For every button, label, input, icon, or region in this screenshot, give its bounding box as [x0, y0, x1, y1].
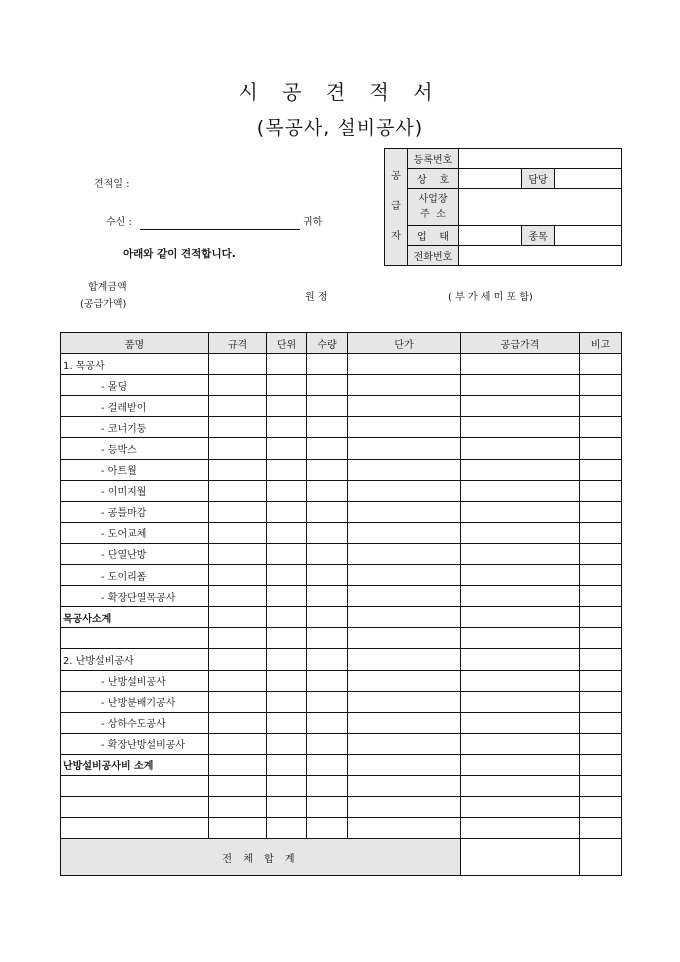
- item-name-cell: [61, 818, 209, 839]
- table-row: [61, 543, 622, 564]
- item-qty-cell[interactable]: [307, 733, 348, 754]
- vat-note: ( 부 가 세 미 포 함): [448, 292, 533, 303]
- item-unit-cell[interactable]: [267, 733, 307, 754]
- quote-date-label: 견적일 :: [94, 179, 130, 190]
- item-remarks-cell[interactable]: [580, 670, 622, 691]
- item-supply-price-cell[interactable]: [461, 565, 580, 586]
- item-supply-price-cell[interactable]: [461, 396, 580, 417]
- address-label-line2: 주 소: [420, 209, 446, 220]
- table-row: [61, 480, 622, 501]
- item-spec-cell[interactable]: [209, 649, 267, 670]
- item-qty-cell[interactable]: [307, 818, 348, 839]
- item-qty-cell[interactable]: [307, 417, 348, 438]
- table-row: [61, 691, 622, 712]
- item-unit-cell[interactable]: [267, 628, 307, 649]
- item-unit-price-cell[interactable]: [348, 670, 461, 691]
- item-spec-cell[interactable]: [209, 375, 267, 396]
- table-row: [61, 417, 622, 438]
- col-header-name: 품명: [61, 333, 209, 354]
- item-name-cell: 난방설비공사비 소계: [61, 754, 209, 775]
- item-spec-cell[interactable]: [209, 459, 267, 480]
- item-unit-price-cell[interactable]: [348, 543, 461, 564]
- item-name-cell: 목공사소계: [61, 607, 209, 628]
- item-qty-cell[interactable]: [307, 522, 348, 543]
- address-label-line1: 사업장: [418, 194, 448, 205]
- col-header-qty: 수량: [307, 333, 348, 354]
- item-spec-cell[interactable]: [209, 354, 267, 375]
- item-name-cell: - 도어교체: [61, 522, 209, 543]
- item-remarks-cell[interactable]: [580, 649, 622, 670]
- item-unit-cell[interactable]: [267, 797, 307, 818]
- item-supply-price-cell[interactable]: [461, 586, 580, 607]
- item-spec-cell[interactable]: [209, 818, 267, 839]
- item-unit-price-cell[interactable]: [348, 522, 461, 543]
- total-label-line2: (공급가액): [80, 299, 127, 310]
- item-unit-price-cell[interactable]: [348, 480, 461, 501]
- item-qty-cell[interactable]: [307, 438, 348, 459]
- table-row: [61, 712, 622, 733]
- item-remarks-cell[interactable]: [580, 565, 622, 586]
- item-unit-price-cell[interactable]: [348, 459, 461, 480]
- item-unit-price-cell[interactable]: [348, 417, 461, 438]
- item-unit-cell[interactable]: [267, 543, 307, 564]
- col-header-supply-price: 공급가격: [461, 333, 580, 354]
- item-unit-price-cell[interactable]: [348, 396, 461, 417]
- item-qty-cell[interactable]: [307, 586, 348, 607]
- item-supply-price-cell[interactable]: [461, 797, 580, 818]
- total-unit: 원 정: [305, 292, 328, 303]
- table-row: [61, 607, 622, 628]
- item-unit-cell[interactable]: [267, 480, 307, 501]
- item-qty-cell[interactable]: [307, 670, 348, 691]
- company-value[interactable]: [459, 169, 522, 189]
- table-row: [61, 565, 622, 586]
- item-name-cell: - 걸레받이: [61, 396, 209, 417]
- item-qty-cell[interactable]: [307, 543, 348, 564]
- total-label-line1: 합계금액: [88, 282, 127, 293]
- item-unit-cell[interactable]: [267, 754, 307, 775]
- item-supply-price-cell[interactable]: [461, 775, 580, 796]
- item-unit-cell[interactable]: [267, 775, 307, 796]
- item-unit-cell[interactable]: [267, 417, 307, 438]
- item-name-cell: 2. 난방설비공사: [61, 649, 209, 670]
- item-remarks-cell[interactable]: [580, 775, 622, 796]
- manager-label: 담당: [522, 169, 555, 189]
- item-remarks-cell[interactable]: [580, 733, 622, 754]
- item-name-cell: - 확장단열목공사: [61, 586, 209, 607]
- item-unit-price-cell[interactable]: [348, 607, 461, 628]
- item-name-cell: - 확장난방설비공사: [61, 733, 209, 754]
- item-unit-cell[interactable]: [267, 396, 307, 417]
- table-row: [61, 649, 622, 670]
- item-supply-price-cell[interactable]: [461, 522, 580, 543]
- reg-no-value[interactable]: [459, 149, 622, 169]
- table-row: [61, 522, 622, 543]
- grand-total-value[interactable]: [461, 839, 580, 876]
- recipient-suffix: 귀하: [303, 217, 323, 228]
- item-remarks-cell[interactable]: [580, 375, 622, 396]
- table-row: [61, 733, 622, 754]
- item-spec-cell[interactable]: [209, 543, 267, 564]
- item-unit-cell[interactable]: [267, 586, 307, 607]
- item-supply-price-cell[interactable]: [461, 670, 580, 691]
- item-unit-cell[interactable]: [267, 712, 307, 733]
- item-unit-price-cell[interactable]: [348, 438, 461, 459]
- item-remarks-cell[interactable]: [580, 754, 622, 775]
- table-row: [61, 396, 622, 417]
- item-spec-cell[interactable]: [209, 480, 267, 501]
- item-unit-cell[interactable]: [267, 459, 307, 480]
- item-unit-price-cell[interactable]: [348, 628, 461, 649]
- item-qty-cell[interactable]: [307, 797, 348, 818]
- item-spec-cell[interactable]: [209, 733, 267, 754]
- item-unit-cell[interactable]: [267, 670, 307, 691]
- phone-label: 전화번호: [408, 246, 459, 266]
- item-spec-cell[interactable]: [209, 438, 267, 459]
- item-name-cell: - 난방분배기공사: [61, 691, 209, 712]
- item-remarks-cell[interactable]: [580, 797, 622, 818]
- category-label: 종목: [522, 226, 555, 246]
- item-spec-cell[interactable]: [209, 501, 267, 522]
- item-qty-cell[interactable]: [307, 354, 348, 375]
- item-remarks-cell[interactable]: [580, 607, 622, 628]
- item-qty-cell[interactable]: [307, 712, 348, 733]
- item-unit-price-cell[interactable]: [348, 818, 461, 839]
- manager-value[interactable]: [555, 169, 622, 189]
- item-spec-cell[interactable]: [209, 417, 267, 438]
- document-title: 시 공 견 적 서: [238, 80, 442, 104]
- item-qty-cell[interactable]: [307, 480, 348, 501]
- grand-total-row: [61, 839, 622, 876]
- item-unit-price-cell[interactable]: [348, 733, 461, 754]
- item-name-cell: - 이미지월: [61, 480, 209, 501]
- item-name-cell: [61, 628, 209, 649]
- company-label: 상 호: [408, 169, 459, 189]
- item-remarks-cell[interactable]: [580, 480, 622, 501]
- item-remarks-cell[interactable]: [580, 438, 622, 459]
- supplier-info-table: [384, 148, 622, 266]
- item-unit-cell[interactable]: [267, 438, 307, 459]
- business-type-value[interactable]: [459, 226, 522, 246]
- item-remarks-cell[interactable]: [580, 354, 622, 375]
- recipient-name-line[interactable]: [140, 229, 300, 230]
- item-name-cell: - 단열난방: [61, 543, 209, 564]
- col-header-remarks: 비고: [580, 333, 622, 354]
- item-unit-price-cell[interactable]: [348, 354, 461, 375]
- address-label: [408, 189, 459, 226]
- item-remarks-cell[interactable]: [580, 628, 622, 649]
- item-spec-cell[interactable]: [209, 522, 267, 543]
- item-supply-price-cell[interactable]: [461, 480, 580, 501]
- item-qty-cell[interactable]: [307, 607, 348, 628]
- table-row: [61, 354, 622, 375]
- reg-no-label: 등록번호: [408, 149, 459, 169]
- item-supply-price-cell[interactable]: [461, 417, 580, 438]
- col-header-unit: 단위: [267, 333, 307, 354]
- item-unit-price-cell[interactable]: [348, 501, 461, 522]
- item-name-cell: - 아트월: [61, 459, 209, 480]
- item-remarks-cell[interactable]: [580, 501, 622, 522]
- recipient-label: 수신 :: [106, 217, 132, 228]
- item-unit-price-cell[interactable]: [348, 375, 461, 396]
- item-name-cell: - 도이리폼: [61, 565, 209, 586]
- greeting-text: 아래와 같이 견적합니다.: [123, 248, 236, 260]
- item-unit-cell[interactable]: [267, 354, 307, 375]
- table-row: [61, 586, 622, 607]
- item-supply-price-cell[interactable]: [461, 354, 580, 375]
- item-spec-cell[interactable]: [209, 754, 267, 775]
- table-header-row: [61, 333, 622, 354]
- item-qty-cell[interactable]: [307, 754, 348, 775]
- table-row: [61, 501, 622, 522]
- item-qty-cell[interactable]: [307, 628, 348, 649]
- item-remarks-cell[interactable]: [580, 459, 622, 480]
- item-spec-cell[interactable]: [209, 565, 267, 586]
- item-qty-cell[interactable]: [307, 375, 348, 396]
- item-supply-price-cell[interactable]: [461, 628, 580, 649]
- item-unit-price-cell[interactable]: [348, 754, 461, 775]
- table-row: [61, 375, 622, 396]
- item-unit-price-cell[interactable]: [348, 649, 461, 670]
- grand-total-label: 전 체 합 계: [61, 839, 461, 876]
- estimate-items-table: [60, 332, 622, 876]
- item-supply-price-cell[interactable]: [461, 501, 580, 522]
- table-row: [61, 459, 622, 480]
- item-supply-price-cell[interactable]: [461, 543, 580, 564]
- item-unit-price-cell[interactable]: [348, 565, 461, 586]
- item-unit-price-cell[interactable]: [348, 691, 461, 712]
- document-subtitle: (목공사, 설비공사): [256, 117, 424, 139]
- item-qty-cell[interactable]: [307, 396, 348, 417]
- table-row: [61, 628, 622, 649]
- item-unit-price-cell[interactable]: [348, 586, 461, 607]
- item-supply-price-cell[interactable]: [461, 375, 580, 396]
- business-type-label: 업 태: [408, 226, 459, 246]
- item-spec-cell[interactable]: [209, 691, 267, 712]
- item-spec-cell[interactable]: [209, 712, 267, 733]
- item-name-cell: - 몰딩: [61, 375, 209, 396]
- item-supply-price-cell[interactable]: [461, 459, 580, 480]
- item-remarks-cell[interactable]: [580, 522, 622, 543]
- table-row: [61, 818, 622, 839]
- item-supply-price-cell[interactable]: [461, 691, 580, 712]
- item-qty-cell[interactable]: [307, 501, 348, 522]
- item-name-cell: - 상하수도공사: [61, 712, 209, 733]
- item-supply-price-cell[interactable]: [461, 818, 580, 839]
- item-unit-cell[interactable]: [267, 375, 307, 396]
- item-remarks-cell[interactable]: [580, 691, 622, 712]
- item-name-cell: [61, 775, 209, 796]
- item-spec-cell[interactable]: [209, 607, 267, 628]
- item-supply-price-cell[interactable]: [461, 754, 580, 775]
- item-spec-cell[interactable]: [209, 586, 267, 607]
- item-qty-cell[interactable]: [307, 459, 348, 480]
- item-name-cell: - 코너기둥: [61, 417, 209, 438]
- item-spec-cell[interactable]: [209, 775, 267, 796]
- category-value[interactable]: [555, 226, 622, 246]
- item-spec-cell[interactable]: [209, 628, 267, 649]
- table-row: [61, 754, 622, 775]
- item-remarks-cell[interactable]: [580, 417, 622, 438]
- item-remarks-cell[interactable]: [580, 818, 622, 839]
- item-supply-price-cell[interactable]: [461, 607, 580, 628]
- item-name-cell: - 등박스: [61, 438, 209, 459]
- item-name-cell: 1. 목공사: [61, 354, 209, 375]
- item-remarks-cell[interactable]: [580, 396, 622, 417]
- item-unit-cell[interactable]: [267, 691, 307, 712]
- item-supply-price-cell[interactable]: [461, 649, 580, 670]
- table-row: [61, 775, 622, 796]
- item-unit-cell[interactable]: [267, 818, 307, 839]
- address-value[interactable]: [459, 189, 622, 226]
- item-unit-cell[interactable]: [267, 607, 307, 628]
- side-char: 자: [391, 231, 401, 242]
- side-char: 급: [391, 201, 401, 212]
- item-qty-cell[interactable]: [307, 691, 348, 712]
- item-qty-cell[interactable]: [307, 775, 348, 796]
- item-unit-cell[interactable]: [267, 501, 307, 522]
- item-spec-cell[interactable]: [209, 797, 267, 818]
- phone-value[interactable]: [459, 246, 622, 266]
- item-name-cell: - 난방설비공사: [61, 670, 209, 691]
- side-char: 공: [391, 171, 401, 182]
- item-unit-price-cell[interactable]: [348, 712, 461, 733]
- item-unit-price-cell[interactable]: [348, 775, 461, 796]
- table-row: [61, 438, 622, 459]
- item-unit-cell[interactable]: [267, 565, 307, 586]
- item-spec-cell[interactable]: [209, 396, 267, 417]
- item-qty-cell[interactable]: [307, 565, 348, 586]
- table-row: [61, 797, 622, 818]
- item-remarks-cell[interactable]: [580, 543, 622, 564]
- item-remarks-cell[interactable]: [580, 712, 622, 733]
- grand-total-remarks[interactable]: [580, 839, 622, 876]
- item-remarks-cell[interactable]: [580, 586, 622, 607]
- supplier-side-header: [385, 149, 408, 266]
- col-header-spec: 규격: [209, 333, 267, 354]
- item-name-cell: [61, 797, 209, 818]
- item-unit-cell[interactable]: [267, 522, 307, 543]
- item-qty-cell[interactable]: [307, 649, 348, 670]
- item-unit-cell[interactable]: [267, 649, 307, 670]
- table-row: [61, 670, 622, 691]
- item-spec-cell[interactable]: [209, 670, 267, 691]
- item-supply-price-cell[interactable]: [461, 712, 580, 733]
- col-header-unit-price: 단가: [348, 333, 461, 354]
- item-name-cell: - 공틀마감: [61, 501, 209, 522]
- item-unit-price-cell[interactable]: [348, 797, 461, 818]
- item-supply-price-cell[interactable]: [461, 438, 580, 459]
- item-supply-price-cell[interactable]: [461, 733, 580, 754]
